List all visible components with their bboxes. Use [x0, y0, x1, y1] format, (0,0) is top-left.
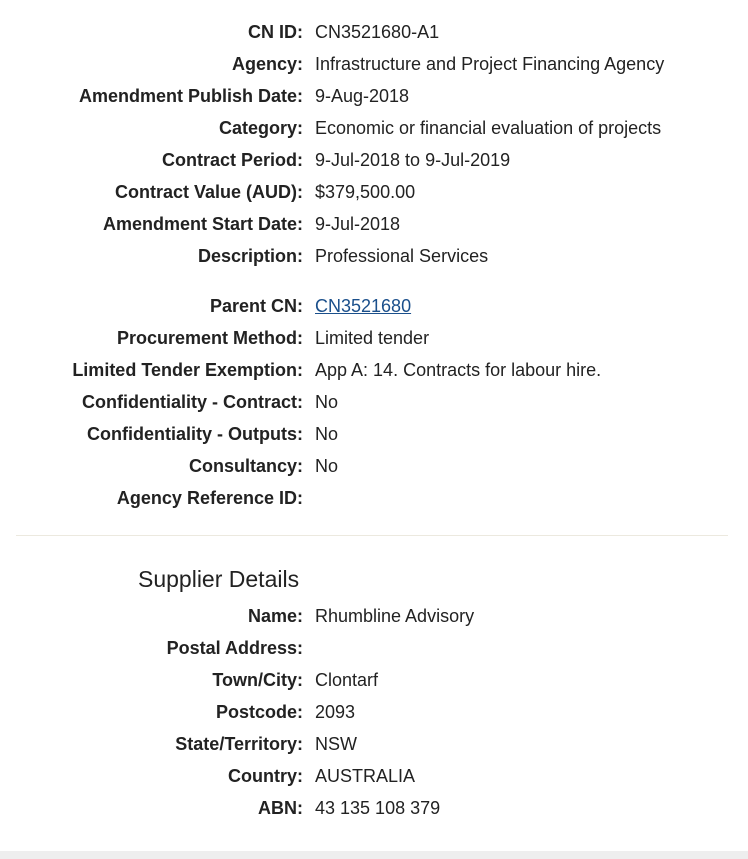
field-value: Professional Services — [315, 246, 489, 266]
field-label: Amendment Start Date: — [102, 214, 303, 234]
field-amendment-publish-date — [0, 81, 748, 113]
field-label: Parent CN: — [209, 296, 303, 316]
field-postcode — [0, 697, 748, 729]
field-agency — [0, 49, 748, 81]
footer-bar — [0, 851, 748, 859]
field-limited-tender-exemption — [0, 355, 748, 387]
field-parent-cn — [0, 291, 748, 323]
field-postal-address — [0, 633, 748, 665]
field-label: Consultancy: — [188, 456, 303, 476]
field-description — [0, 241, 748, 273]
field-label: Contract Value (AUD): — [114, 182, 303, 202]
field-label: Description: — [197, 246, 303, 266]
field-label: Limited Tender Exemption: — [72, 360, 303, 380]
field-label: State/Territory: — [175, 734, 303, 754]
field-value: 9-Jul-2018 — [315, 214, 401, 234]
field-value: App A: 14. Contracts for labour hire. — [315, 360, 602, 380]
field-value: CN3521680-A1 — [315, 22, 440, 42]
field-contract-period — [0, 145, 748, 177]
field-confidentiality-outputs — [0, 419, 748, 451]
field-state-territory — [0, 729, 748, 761]
field-country — [0, 761, 748, 793]
field-town-city — [0, 665, 748, 697]
field-value: 9-Jul-2018 to 9-Jul-2019 — [315, 150, 511, 170]
field-label: Postcode: — [215, 702, 303, 722]
field-value: 43 135 108 379 — [315, 798, 441, 818]
field-label: Contract Period: — [161, 150, 303, 170]
field-label: Town/City: — [212, 670, 303, 690]
parent-cn-link[interactable]: CN3521680 — [315, 296, 412, 316]
field-agency-reference-id — [0, 483, 748, 515]
field-cn-id — [0, 17, 748, 49]
section-divider — [16, 535, 728, 536]
supplier-details-heading: Supplier Details — [138, 566, 300, 592]
field-label: Country: — [228, 766, 303, 786]
field-label: Category: — [218, 118, 303, 138]
field-label: CN ID: — [248, 22, 303, 42]
field-value: Rhumbline Advisory — [315, 606, 475, 626]
field-label: Postal Address: — [166, 638, 303, 658]
field-value: $379,500.00 — [315, 182, 416, 202]
field-label: Agency: — [231, 54, 303, 74]
field-label: Confidentiality - Contract: — [82, 392, 303, 412]
field-value: No — [315, 456, 339, 476]
field-value: Clontarf — [315, 670, 379, 690]
field-value — [315, 295, 411, 317]
field-value: Limited tender — [315, 328, 430, 348]
field-label: Confidentiality - Outputs: — [87, 424, 303, 444]
field-value: AUSTRALIA — [315, 766, 416, 786]
field-value: No — [315, 424, 339, 444]
field-value: Economic or financial evaluation of projects — [315, 118, 662, 138]
field-label: Name: — [247, 606, 303, 626]
field-value: NSW — [315, 734, 357, 754]
field-label: ABN: — [258, 798, 303, 818]
field-category — [0, 113, 748, 145]
field-label: Agency Reference ID: — [116, 488, 303, 508]
field-confidentiality-contract — [0, 387, 748, 419]
field-amendment-start-date — [0, 209, 748, 241]
field-contract-value — [0, 177, 748, 209]
field-procurement-method — [0, 323, 748, 355]
field-value: 9-Aug-2018 — [315, 86, 410, 106]
field-value: 2093 — [315, 702, 356, 722]
field-value: Infrastructure and Project Financing Agency — [315, 54, 665, 74]
field-value: No — [315, 392, 339, 412]
field-supplier-name — [0, 601, 748, 633]
field-consultancy — [0, 451, 748, 483]
field-label: Procurement Method: — [116, 328, 303, 348]
field-abn — [0, 793, 748, 825]
field-label: Amendment Publish Date: — [78, 86, 303, 106]
